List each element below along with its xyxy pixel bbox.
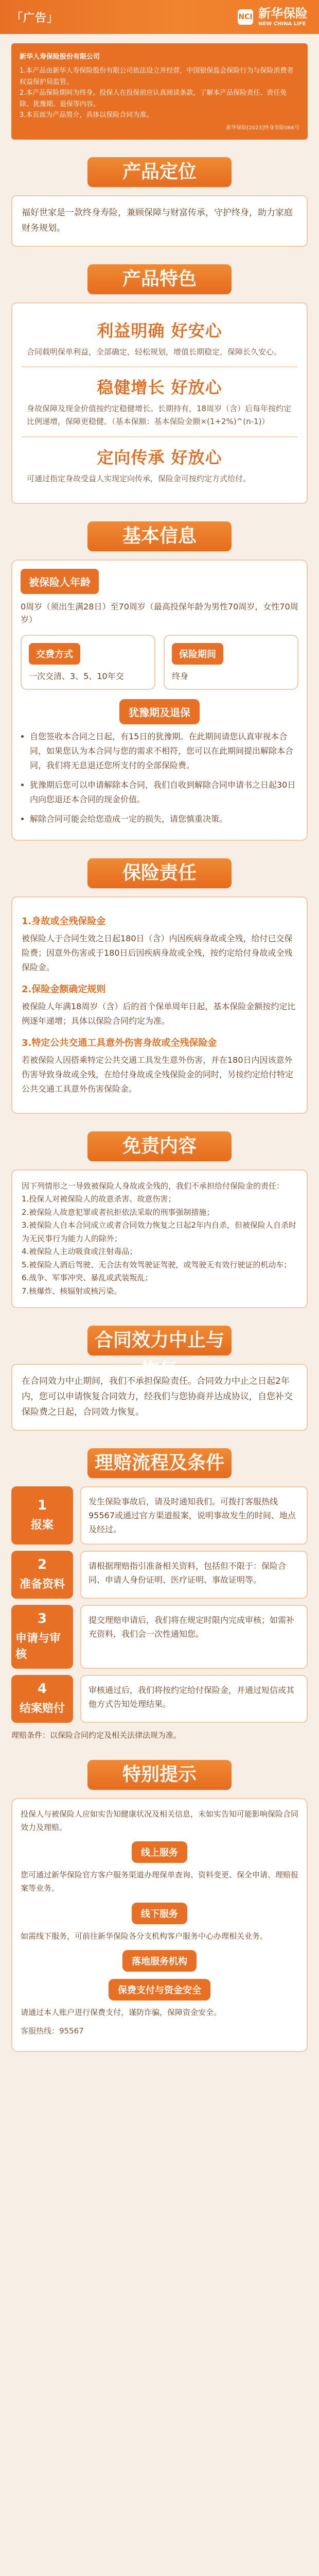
- step-number: 1: [37, 1497, 47, 1513]
- contract-card: [11, 1364, 308, 1430]
- notice-line: 3.本页面为产品简介，具体以保险合同为准。: [20, 111, 153, 120]
- step-text: 请根据理赔指引准备相关资料，包括但不限于：保险合同、申请人身份证明、医疗证明、事故证明等。: [80, 1551, 308, 1599]
- process-step: [11, 1605, 308, 1669]
- basic-two-col: [21, 635, 298, 690]
- process: [11, 1486, 308, 1723]
- feature-1: [22, 318, 297, 359]
- guarantee-item: [22, 1036, 297, 1096]
- pay-value: 一次交清、3、5、10年交: [29, 671, 124, 681]
- positioning-card: [11, 195, 308, 247]
- exempt-line: 因下列情形之一导致被保险人身故或全残的，我们不承担给付保险金的责任：: [22, 1181, 285, 1191]
- cooling-item: • 自您签收本合同之日起，有15日的犹豫期。在此期间请您认真审视本合同，如果您认为本合同与您的需求不相符，您可以在此期间提出解除本合同，我们将无息退还您所支付的全部保险费。: [30, 730, 298, 773]
- exempt-line: 7.核爆炸、核辐射或核污染。: [22, 1286, 122, 1296]
- age-text: 0周岁（须出生满28日）至70周岁（最高投保年龄为男性70周岁，女性70周岁）: [21, 601, 298, 625]
- tips-box: [11, 1798, 308, 2053]
- exempt-line: 3.被保险人自本合同成立或者合同效力恢复之日起2年内自杀，但被保险人自杀时为无民事行为能力人的除外；: [22, 1221, 296, 1243]
- claim-note: 理赔条件：以保险合同约定及相关法律法规为准。: [11, 1731, 182, 1740]
- guarantee-list: [22, 914, 297, 1096]
- brand-cn: 新华保险: [258, 6, 308, 21]
- tips-paragraph: 您可通过新华保险官方客户服务渠道办理保单查询、资料变更、保全申请、理赔报案等业务。: [21, 1870, 299, 1893]
- basic-info-box: [11, 560, 308, 841]
- tips-subtitle-branch: [21, 1950, 298, 1972]
- divider: [22, 366, 297, 367]
- period-col: [164, 635, 298, 690]
- step-title: 报案: [30, 1518, 54, 1532]
- guarantee-item-text: 被保险人于合同生效之日起180日（含）内因疾病身故或全残，给付已交保险费；因意外伤害或于180日后因疾病身故或全残，按约定给付身故或全残保险金。: [22, 933, 293, 972]
- company-notice: [11, 43, 308, 140]
- contract-text: 在合同效力中止期间，我们不承担保险责任。合同效力中止之日起2年内，您可以申请恢复合同效力，经我们与您协商并达成协议，自您补交保险费之日起，合同效力恢复。: [22, 1376, 293, 1417]
- bottom-spacer: [0, 2052, 319, 2114]
- step-tag: [11, 1486, 73, 1545]
- guarantee-item-text: 被保险人年满18周岁（含）后的首个保单周年日起，基本保险金额按约定比例逐年递增；具体以保险合同约定为准。: [22, 1001, 296, 1026]
- section-title-basic: 基本信息: [87, 521, 232, 551]
- feature-title: 利益明确 好安心: [97, 320, 222, 341]
- feature-title: 稳健增长 好放心: [97, 378, 222, 398]
- pay-col: [21, 635, 155, 690]
- step-title: 申请与审核: [15, 1632, 61, 1662]
- guarantee-item: [22, 982, 297, 1028]
- step-number: 3: [37, 1611, 47, 1627]
- tips-subtitle: 线下服务: [132, 1903, 187, 1924]
- tips-subtitle: 落地服务机构: [122, 1950, 197, 1972]
- guarantee-item-text: 若被保险人因搭乘特定公共交通工具发生意外伤害，并在180日内因该意外伤害导致身故或全残，在给付身故或全残保险金的同时，另按约定给付特定公共交通工具意外伤害保险金。: [22, 1055, 294, 1094]
- exempt-card: [11, 1170, 308, 1309]
- tips-subtitle-offline: [21, 1903, 298, 1924]
- top-header: [0, 0, 319, 34]
- tips-subtitle-online: [21, 1841, 298, 1863]
- cooling-title: 犹豫期及退保: [119, 699, 200, 724]
- cooling-item: • 犹豫期后您可以申请解除本合同，我们自收到解除合同申请书之日起30日内向您退还本合同的现金价值。: [30, 778, 298, 807]
- exempt-line: 2.被保险人故意犯罪或者抗拒依法采取的刑事强制措施；: [22, 1207, 215, 1217]
- cooling-item: • 解除合同可能会给您造成一定的损失，请您慎重决策。: [30, 812, 298, 826]
- section-title-contract: 合同效力中止与恢复: [87, 1326, 232, 1355]
- notice-title: 新华人寿保险股份有限公司: [20, 53, 100, 61]
- section-title-tips: 特别提示: [87, 1760, 232, 1790]
- step-number: 4: [37, 1681, 47, 1697]
- process-step: [11, 1486, 308, 1545]
- exempt-line: 1.投保人对被保险人的故意杀害、故意伤害；: [22, 1194, 176, 1204]
- feature-note: 合同载明保单利益，全部确定，轻松规划，增值长期稳定，保障长久安心。: [27, 347, 282, 357]
- brand-text: [258, 7, 308, 27]
- ad-label: 「广告」: [11, 11, 59, 25]
- guarantee-item-title: 2.保险金额确定规则: [22, 984, 106, 995]
- step-tag: [11, 1675, 73, 1723]
- exempt-line: 4.被保险人主动吸食或注射毒品；: [22, 1247, 137, 1257]
- features-card: [11, 302, 308, 504]
- section-title-positioning: 产品定位: [87, 157, 232, 187]
- brand: [238, 7, 308, 27]
- step-number: 2: [37, 1557, 47, 1573]
- pay-label: 交费方式: [29, 643, 80, 665]
- section-title-exempt: 免责内容: [87, 1131, 232, 1161]
- section-title-process: 理赔流程及条件: [87, 1448, 232, 1478]
- guarantee-item: [22, 914, 297, 975]
- tips-subtitle: 线上服务: [132, 1841, 187, 1863]
- tips-paragraph: 请通过本人账户进行保费支付，谨防诈骗，保障资金安全。: [21, 2007, 222, 2017]
- notice-footnote: 新华保险[2023]终身寿险066号: [226, 125, 299, 131]
- cooling-list: [21, 730, 298, 826]
- guarantee-card: [11, 896, 308, 1114]
- step-title: 结案赔付: [19, 1702, 65, 1716]
- exempt-line: 6.战争、军事冲突、暴乱或武装叛乱；: [22, 1273, 153, 1283]
- section-title-features: 产品特色: [87, 264, 232, 294]
- feature-note: 身故保障及现金价值按约定稳健增长。长期持有，18周岁（含）后每年按约定比例递增，保障更稳健。（基本保额：基本保险金额×(1+2%)^(n-1)）: [27, 404, 292, 427]
- positioning-text: 福好世家是一款终身寿险，兼顾保障与财富传承，守护终身，助力家庭财务规划。: [22, 208, 293, 233]
- process-step: [11, 1675, 308, 1723]
- step-text: 审核通过后，我们将按约定给付保险金，并通过短信或其他方式告知处理结果。: [80, 1675, 308, 1723]
- tips-paragraph: 投保人与被保险人应如实告知健康状况及相关信息，未如实告知可能影响保险合同效力及理赔。: [21, 1809, 299, 1832]
- step-text: 提交理赔申请后，我们将在规定时限内完成审核；如需补充资料，我们会一次性通知您。: [80, 1605, 308, 1669]
- guarantee-item-title: 1.身故或全残保险金: [22, 916, 106, 927]
- notice-line: 1.本产品由新华人寿保险股份有限公司依法设立并经营，中国银保监会保险行为与保险消费者权益保护局监管。: [20, 67, 294, 86]
- tips-paragraph: 如需线下服务，可前往新华保险各分支机构客户服务中心办理相关业务。: [21, 1931, 268, 1941]
- contact-text: 客服热线：95567: [21, 2026, 84, 2036]
- tips-subtitle: 保费支付与资金安全: [109, 1979, 210, 2001]
- guarantee-item-title: 3.特定公共交通工具意外伤害身故或全残保险金: [22, 1037, 217, 1048]
- period-label: 保险期间: [172, 643, 223, 665]
- tips-subtitle-protect: [21, 1979, 298, 2001]
- feature-note: 可通过指定身故受益人实现定向传承，保险金可按约定方式给付。: [27, 473, 251, 483]
- feature-2: [22, 375, 297, 428]
- step-tag: [11, 1551, 73, 1599]
- step-title: 准备资料: [19, 1578, 65, 1591]
- feature-3: [22, 445, 297, 485]
- notice-line: 2.本产品保险期间为终身。投保人在投保前应认真阅读条款，了解本产品保险责任、责任免除、犹豫期、退保等内容。: [20, 89, 287, 108]
- divider: [22, 436, 297, 437]
- process-step: [11, 1551, 308, 1599]
- exempt-line: 5.被保险人酒后驾驶、无合法有效驾驶证驾驶，或驾驶无有效行驶证的机动车；: [22, 1260, 292, 1269]
- feature-title: 定向传承 好放心: [97, 447, 222, 467]
- period-value: 终身: [172, 671, 189, 681]
- step-tag: [11, 1605, 73, 1669]
- age-label: 被保险人年龄: [21, 569, 99, 594]
- brand-logo-icon: NCI: [238, 9, 253, 25]
- step-text: 发生保险事故后，请及时通知我们。可拨打客服热线95567或通过官方渠道报案，说明事故发生的时间、地点及经过。: [80, 1486, 308, 1545]
- brand-en: NEW CHINA LIFE: [258, 21, 306, 27]
- cooling-subhead: [21, 699, 298, 724]
- section-title-guarantee: 保险责任: [87, 858, 232, 888]
